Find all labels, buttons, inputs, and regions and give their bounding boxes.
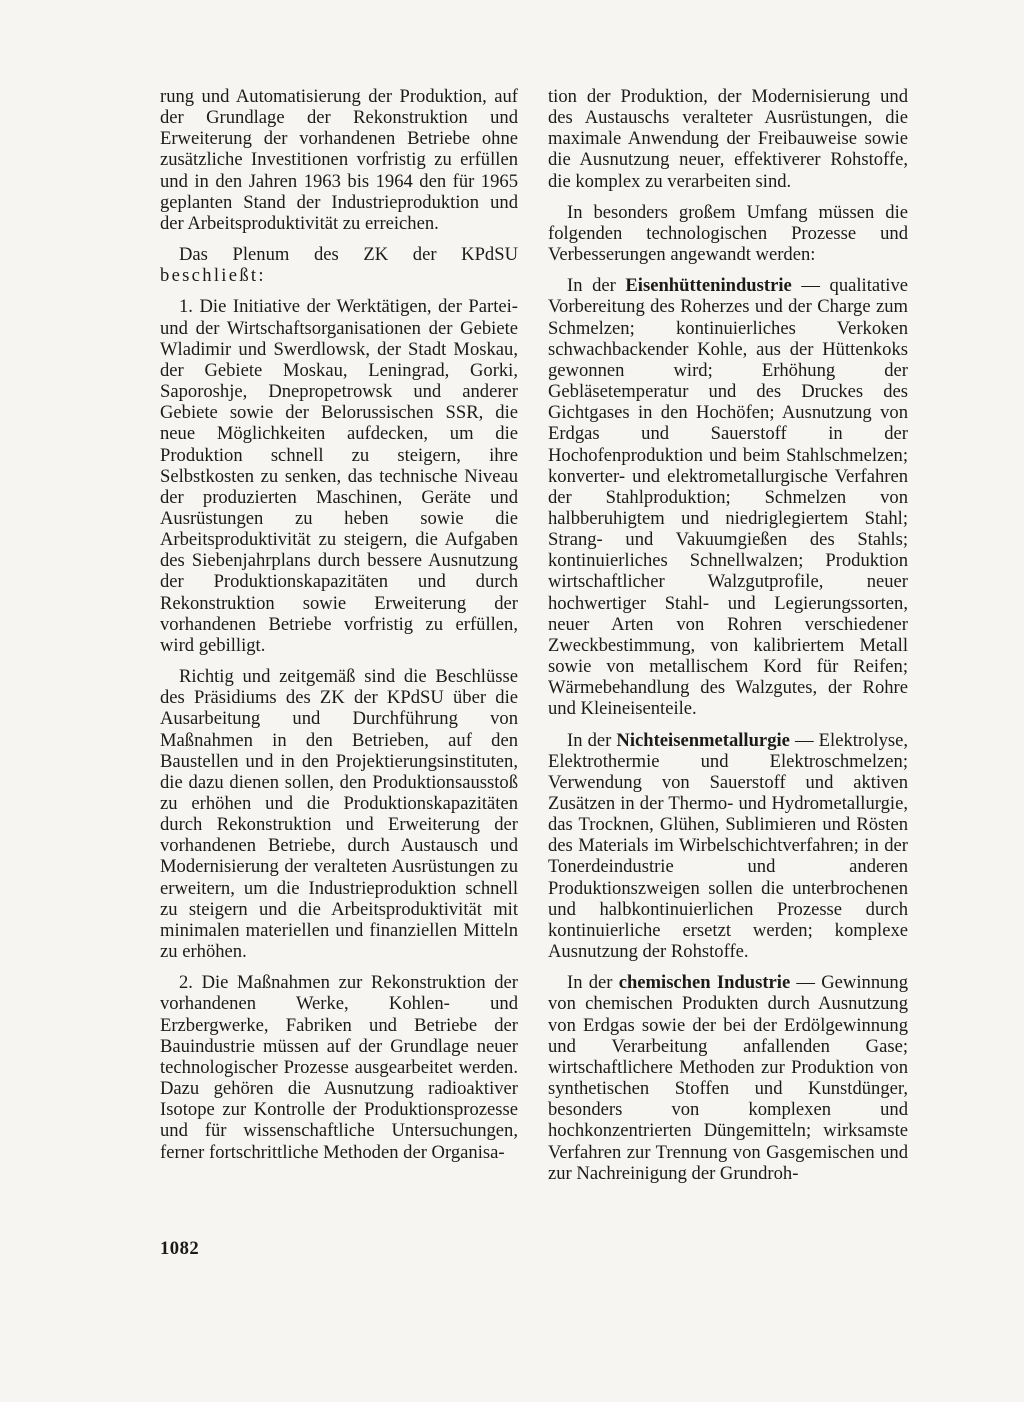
chemical-lead: In der	[567, 972, 619, 994]
chemical-heading: chemischen Industrie	[618, 972, 791, 994]
paragraph-continuation-right: tion der Produktion, der Modernisierung und des Austauschs veralteter Ausrüstungen, die maximale Anwendung der Freibauweise sowie die Ausnutzung neuer, effektiverer Rohstoffe, die komplex zu verarbeiten sind.	[548, 86, 908, 192]
left-column	[160, 86, 518, 1163]
paragraph-iron-steel	[548, 275, 908, 719]
resolution-lead-text: Das Plenum des ZK der KPdSU	[179, 244, 518, 266]
right-column	[548, 86, 908, 1184]
nonferrous-text: — Elektrolyse, Elektrothermie und Elektroschmelzen; Verwendung von Sauerstoff und aktiven Zusätzen in der Thermo- und Hydrometallurgie, das Trocknen, Glühen, Sublimieren und Rösten des Materials im Wirbelschichtverfahren; in der Tonerdeindustrie und anderen Produktionszweigen sollen die unterbrochenen und halbkontinuierlichen Prozesse durch kontinuierliche ersetzt werden; komplexe Ausnutzung der Rohstoffe.	[548, 729, 908, 963]
paragraph-nonferrous	[548, 730, 908, 963]
paragraph-point-1: 1. Die Initiative der Werktätigen, der Partei- und der Wirtschaftsorganisationen der Gebiete Wladimir und Swerdlowsk, der Stadt Moskau, der Gebiete Moskau, Leningrad, Gorki, Saporoshje, Dnepropetrowsk und anderer Gebiete sowie der Belorussischen SSR, die neue Möglichkeiten aufdecken, um die Produktion schnell zu steigern, ihre Selbstkosten zu senken, das technische Niveau der produzierten Maschinen, Geräte und Ausrüstungen zu heben sowie die Arbeitsproduktivität zu steigern, die Aufgaben des Siebenjahrplans durch bessere Ausnutzung der Produktionskapazitäten und durch Rekonstruktion sowie Erweiterung der vorhandenen Betriebe vorfristig zu erfüllen, wird gebilligt.	[160, 296, 518, 656]
nonferrous-heading: Nichteisenmetallurgie	[616, 729, 790, 751]
nonferrous-lead: In der	[567, 729, 617, 751]
iron-steel-text: — qualitative Vorbereitung des Roherzes und der Charge zum Schmelzen; kontinuierliches Verkoken schwachbackender Kohle, aus der Hüttenkoks gewonnen wird; Erhöhung der Gebläsetemperatur und des Druckes des Gichtgases in den Hochöfen; Ausnutzung von Erdgas und Sauerstoff in der Hochofenproduktion und beim Stahlschmelzen; konverter- und elektrometallurgische Verfahren der Stahlproduktion; Schmelzen von halbberuhigtem und niedriglegiertem Stahl; Strang- und Vakuumgießen des Stahls; kontinuierliches Schnellwalzen; Produktion wirtschaftlicher Walzgutprofile, neuer hochwertiger Stahl- und Legierungssorten, neuer Arten von Rohren verschiedener Zweckbestimmung, von kalibriertem Metall sowie von metallischem Kord für Reifen; Wärmebehandlung des Walzgutes, der Rohre und Kleineisenteile.	[548, 275, 909, 720]
chemical-text: — Gewinnung von chemischen Produkten durch Ausnutzung von Erdgas sowie der bei der Erdölgewinnung und Verarbeitung anfallenden Gase; wirtschaftlichere Methoden zur Produktion von synthetischen Stoffen und Kunstdünger, besonders von komplexen und hochkonzentrierten Düngemitteln; wirksamste Verfahren zur Trennung von Gasgemischen und zur Nachreinigung der Grundroh-	[548, 972, 909, 1184]
page-number: 1082	[160, 1238, 200, 1259]
paragraph-continuation: rung und Automatisierung der Produktion, auf der Grundlage der Rekonstruktion und Erweiterung der vorhandenen Betriebe ohne zusätzliche Investitionen vorfristig zu erfüllen und in den Jahren 1963 bis 1964 den für 1965 geplanten Stand der Industrieproduktion und der Arbeitsproduktivität zu erreichen.	[160, 86, 518, 234]
iron-steel-heading: Eisenhüttenindustrie	[625, 275, 792, 297]
paragraph-chemical	[548, 972, 908, 1184]
paragraph-processes-intro: In besonders großem Umfang müssen die folgenden technologischen Prozesse und Verbesserungen angewandt werden:	[548, 201, 908, 266]
resolution-keyword: beschließt:	[160, 265, 266, 287]
paragraph-presidium: Richtig und zeitgemäß sind die Beschlüsse des Präsidiums des ZK der KPdSU über die Ausarbeitung und Durchführung von Maßnahmen in den Betrieben, auf den Baustellen und in den Projektierungsinstituten, die dazu dienen sollen, den Produktionsausstoß zu erhöhen und die Produktionskapazitäten durch Rekonstruktion und Erweiterung der vorhandenen Betriebe, durch Austausch und Modernisierung der veralteten Ausrüstungen zu erweitern, um die Industrieproduktion schnell zu steigern und die Arbeitsproduktivität mit minimalen materiellen und finanziellen Mitteln zu erhöhen.	[160, 666, 518, 963]
paragraph-point-2: 2. Die Maßnahmen zur Rekonstruktion der vorhandenen Werke, Kohlen- und Erzbergwerke, Fabriken und Betriebe der Bauindustrie müssen auf der Grundlage neuer technologischer Prozesse ausgearbeitet werden. Dazu gehören die Ausnutzung radioaktiver Isotope zur Kontrolle der Produktionsprozesse und für wissenschaftliche Untersuchungen, ferner fortschrittliche Methoden der Organisa-	[160, 972, 518, 1163]
iron-steel-lead: In der	[567, 275, 626, 297]
paragraph-resolution-intro	[160, 244, 518, 286]
